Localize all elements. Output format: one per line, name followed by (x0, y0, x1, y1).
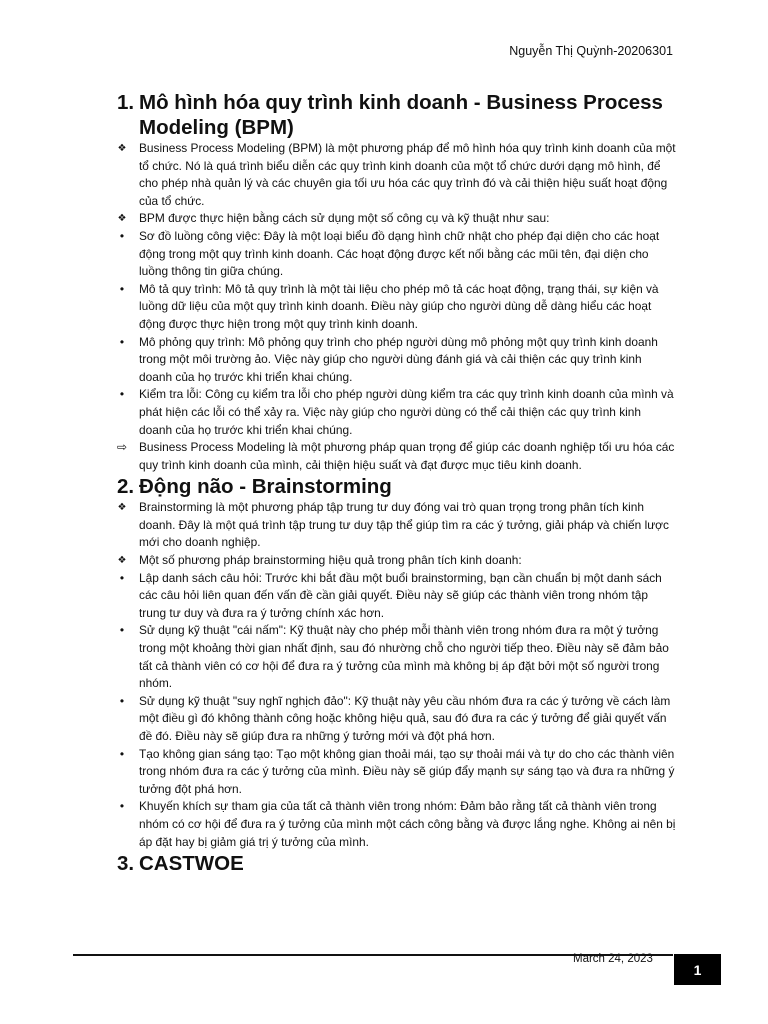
dot-bullet-icon: • (119, 334, 125, 349)
page-number: 1 (693, 961, 702, 978)
diamond-bullet-icon: ❖ (117, 555, 127, 567)
section-1-list (117, 140, 677, 474)
dot-bullet-icon: • (119, 387, 125, 402)
list-item (117, 210, 677, 228)
dot-bullet-icon: • (119, 281, 125, 296)
dot-bullet-icon: • (119, 799, 125, 814)
dot-bullet-icon: • (119, 228, 125, 243)
list-item (117, 552, 677, 570)
section-2-list (117, 499, 677, 851)
section-heading-3 (117, 851, 677, 876)
list-item-text: Sử dụng kỹ thuật "suy nghĩ nghịch đảo": Kỹ thuật này yêu cầu nhóm đưa ra các ý tưởng về cách làm một điều gì đó không thành công hoặc không hiệu quả, sau đó đưa ra các ý tưởng để giải quyết vấn đề đó. Điều này sẽ giúp đưa ra những ý tưởng mới và đột phá hơn. (139, 693, 671, 743)
list-item-text: Business Process Modeling (BPM) là một phương pháp để mô hình hóa quy trình kinh doanh của một tổ chức. Nó là quá trình biểu diễn các quy trình kinh doanh của một tổ chức dưới dạng mô hình, để cho phép nhà quản lý và các chuyên gia tối ưu hóa các quy trình đó và cải thiện hiệu suất hoạt động của tổ chức. (139, 141, 676, 208)
list-item (117, 499, 677, 552)
list-item (117, 439, 677, 474)
section-title: Mô hình hóa quy trình kinh doanh - Business Process Modeling (BPM) (139, 91, 663, 139)
section-title: Động não - Brainstorming (139, 475, 392, 499)
list-item (117, 334, 677, 387)
dot-bullet-icon: • (119, 746, 125, 761)
section-title: CASTWOE (139, 852, 244, 876)
dot-bullet-icon: • (119, 693, 125, 708)
list-item-text: Sử dụng kỹ thuật "cái nấm": Kỹ thuật này cho phép mỗi thành viên trong nhóm đưa ra một ý tưởng trong một khoảng thời gian nhất định, sau đó nhường chỗ cho người tiếp theo. Điều này sẽ đảm bảo tất cả thành viên có cơ hội để đưa ra ý tưởng của mình mà không bị áp đặt bởi một số người trong nhóm. (139, 623, 669, 691)
section-number: 1. (117, 91, 135, 114)
arrow-bullet-icon: ⇨ (116, 440, 128, 455)
section-heading-1 (117, 90, 677, 140)
list-item (117, 228, 677, 281)
list-item-text: Mô phỏng quy trình: Mô phỏng quy trình cho phép người dùng mô phỏng một quy trình kinh doanh trong một môi trường ảo. Việc này giúp cho người dùng đánh giá và cải thiện các quy trình kinh doanh của họ trước khi triển khai chúng. (139, 334, 658, 384)
list-item-text: Mô tả quy trình: Mô tả quy trình là một tài liệu cho phép mô tả các hoạt động, trạng thái, sự kiện và luồng dữ liệu của một quy trình kinh doanh. Điều này giúp cho người dùng dễ dàng hiểu các hoạt động được thực hiện trong một quy trình kinh doanh. (139, 281, 659, 331)
list-item-text: Sơ đồ luồng công việc: Đây là một loại biểu đồ dạng hình chữ nhật cho phép đại diện cho các hoạt động trong một quy trình kinh doanh. Các hoạt động được kết nối bằng các mũi tên, đại diện cho luồng thông tin giữa chúng. (139, 228, 660, 279)
section-heading-2 (117, 474, 677, 499)
diamond-bullet-icon: ❖ (117, 143, 127, 154)
list-item (117, 798, 677, 851)
author-header: Nguyễn Thị Quỳnh-20206301 (509, 44, 673, 58)
list-item (117, 693, 677, 746)
document-body (117, 90, 677, 876)
footer-date: March 24, 2023 (573, 953, 653, 965)
list-item (117, 140, 677, 210)
list-item-text: Một số phương pháp brainstorming hiệu quả trong phân tích kinh doanh: (139, 553, 522, 568)
list-item (117, 281, 677, 334)
list-item-text: BPM được thực hiện bằng cách sử dụng một số công cụ và kỹ thuật như sau: (139, 211, 550, 226)
list-item (117, 622, 677, 692)
list-item-text: Kiểm tra lỗi: Công cụ kiểm tra lỗi cho phép người dùng kiểm tra các quy trình kinh doanh của mình và phát hiện các lỗi có thể xảy ra. Việc này giúp cho người dùng có thể cải thiện các quy trình kinh doanh của họ trước khi triển khai chúng. (139, 387, 674, 437)
section-number: 2. (117, 475, 135, 499)
list-item-text: Tạo không gian sáng tạo: Tạo một không gian thoải mái, tạo sự thoải mái và tự do cho các thành viên trong nhóm đưa ra các ý tưởng của mình. Điều này sẽ giúp đẩy mạnh sự sáng tạo và đưa ra những ý tưởng đột phá hơn. (139, 746, 675, 796)
page-number-badge (674, 954, 721, 985)
list-item-text: Brainstorming là một phương pháp tập trung tư duy đóng vai trò quan trọng trong phân tích kinh doanh. Đây là một quá trình tập trung tư duy tập thể giúp tìm ra các ý tưởng, giải pháp và chiến lược mới cho doanh nghiệp. (139, 500, 669, 550)
diamond-bullet-icon: ❖ (117, 213, 127, 225)
list-item-text: Business Process Modeling là một phương pháp quan trọng để giúp các doanh nghiệp tối ưu hóa các quy trình kinh doanh của mình, cải thiện hiệu suất và đạt được mục tiêu kinh doanh. (139, 440, 675, 472)
dot-bullet-icon: • (119, 570, 125, 585)
list-item (117, 570, 677, 623)
list-item (117, 386, 677, 439)
dot-bullet-icon: • (119, 623, 125, 638)
list-item (117, 746, 677, 799)
section-number: 3. (117, 852, 135, 876)
list-item-text: Lập danh sách câu hỏi: Trước khi bắt đầu một buổi brainstorming, bạn cần chuẩn bị một danh sách các câu hỏi liên quan đến vấn đề cần giải quyết. Điều này sẽ giúp các thành viên trong nhóm tập trung tư duy và đưa ra ý tưởng chính xác hơn. (139, 570, 662, 620)
diamond-bullet-icon: ❖ (117, 502, 127, 514)
list-item-text: Khuyến khích sự tham gia của tất cả thành viên trong nhóm: Đảm bảo rằng tất cả thành viên trong nhóm có cơ hội để đưa ra ý tưởng của mình một cách công bằng và được lắng nghe. Không ai nên bị áp đặt hay bị giảm giá trị ý tưởng của mình. (139, 799, 676, 849)
